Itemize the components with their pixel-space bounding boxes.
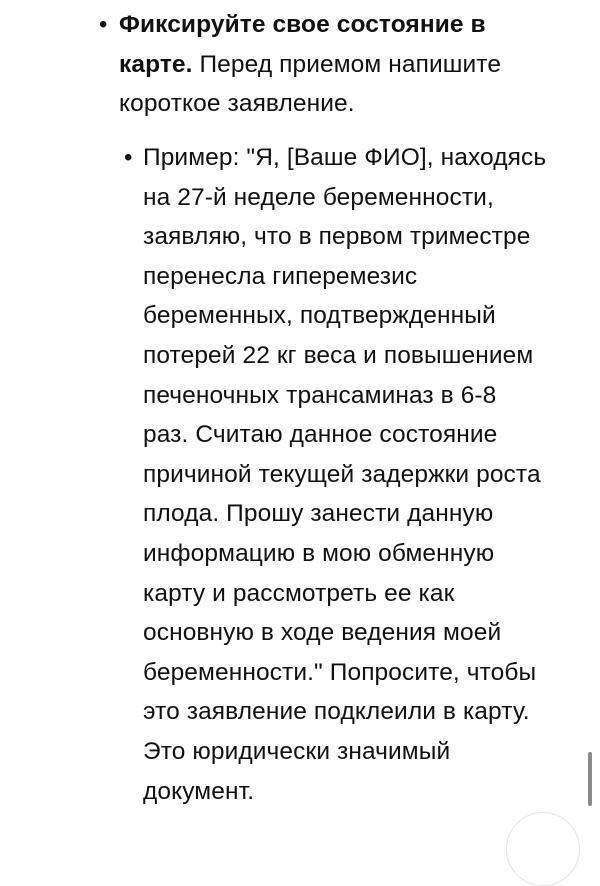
example-line: раз. Считаю данное состояние — [143, 421, 498, 449]
item-line-2-text: Перед приемом напишите — [192, 50, 502, 78]
example-line: документ. — [143, 777, 255, 805]
list-item-record-condition — [119, 5, 559, 124]
list-item-example-statement — [143, 138, 583, 811]
scrollbar-thumb[interactable] — [588, 752, 592, 806]
example-line: причиной текущей задержки роста — [143, 460, 541, 488]
example-line: перенесла гиперемезис — [143, 262, 418, 290]
bullet-marker: • — [99, 11, 108, 38]
item-line-2 — [119, 45, 559, 85]
example-line: плода. Прошу занести данную — [143, 500, 494, 528]
example-line: на 27-й неделе беременности, — [143, 183, 494, 211]
scroll-to-bottom-button[interactable] — [506, 812, 580, 886]
example-line: беременности." Попросите, чтобы — [143, 658, 537, 686]
example-line: потерей 22 кг веса и повышением — [143, 341, 534, 369]
example-line: Пример: "Я, [Ваше ФИО], находясь — [143, 144, 547, 171]
example-line: беременных, подтвержденный — [143, 302, 496, 330]
example-line: основную в ходе ведения моей — [143, 619, 502, 647]
item-heading-line-2: карте. — [119, 50, 193, 78]
example-line: Это юридически значимый — [143, 737, 451, 765]
example-line: заявляю, что в первом триместре — [143, 223, 531, 251]
item-heading-line-1: Фиксируйте свое состояние в — [119, 11, 486, 38]
item-line-3: короткое заявление. — [119, 90, 355, 118]
example-line: это заявление подклеили в карту. — [143, 698, 530, 726]
bullet-marker: • — [124, 144, 133, 171]
example-line: карту и рассмотреть ее как — [143, 579, 455, 607]
example-line: печеночных трансаминаз в 6-8 — [143, 381, 497, 409]
example-line: информацию в мою обменную — [143, 539, 495, 567]
